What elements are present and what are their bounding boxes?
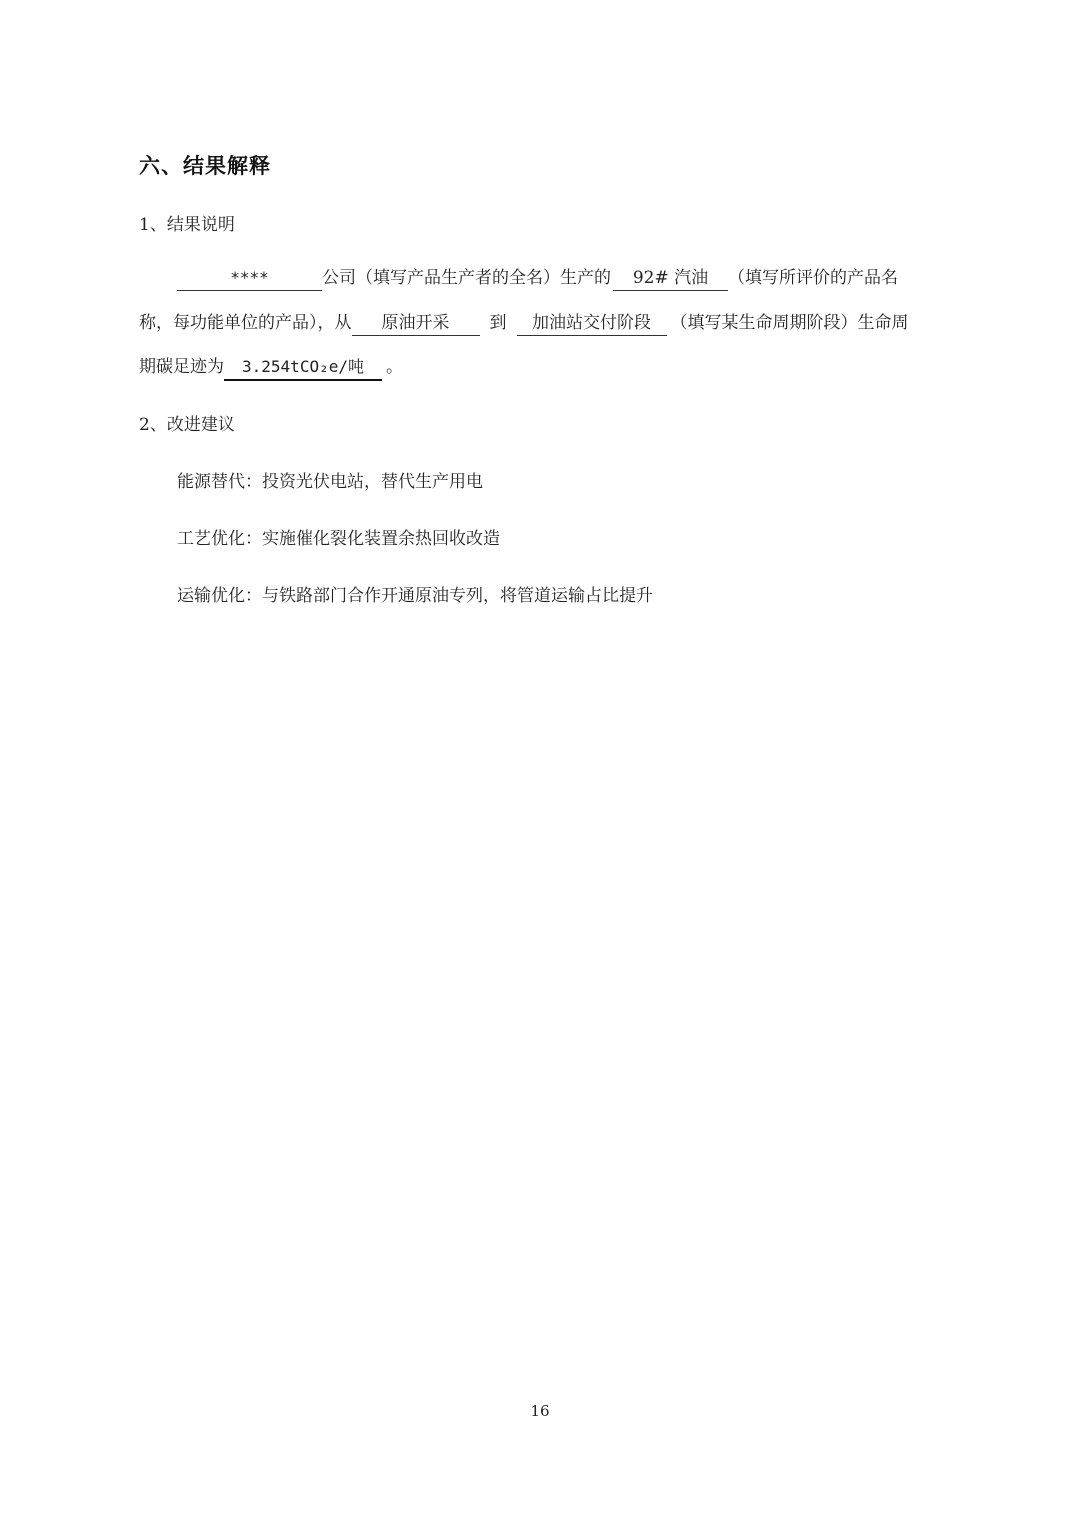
- paragraph-line-1: [177, 264, 898, 292]
- paragraph-line-3: [139, 353, 403, 381]
- company-suffix-text: 公司（填写产品生产者的全名）生产的: [322, 268, 611, 288]
- to-text: 到: [489, 313, 507, 333]
- paragraph-line-2: [139, 309, 909, 337]
- line3-prefix-text: 期碳足迹为: [139, 357, 224, 377]
- line3-suffix-text: 。: [386, 357, 403, 377]
- subsection-title-suggestions: 2、改进建议: [139, 415, 235, 435]
- page-number: 16: [530, 1402, 550, 1420]
- product-suffix-text: （填写所评价的产品名: [728, 268, 898, 288]
- stage-from-blank: 原油开采: [352, 311, 480, 336]
- line2-suffix-text: （填写某生命周期阶段）生命周: [670, 313, 909, 333]
- suggestion-transport: 运输优化：与铁路部门合作开通原油专列，将管道运输占比提升: [177, 586, 653, 606]
- product-name-blank: 92# 汽油: [613, 266, 728, 291]
- carbon-footprint-blank: 3.254tCO₂e/吨: [224, 355, 382, 381]
- stage-to-blank: 加油站交付阶段: [517, 311, 667, 336]
- section-title: 六、结果解释: [139, 153, 271, 178]
- suggestion-energy: 能源替代：投资光伏电站，替代生产用电: [177, 472, 483, 492]
- line2-prefix-text: 称，每功能单位的产品），从: [139, 313, 352, 333]
- company-name-blank: ****: [177, 266, 322, 291]
- suggestion-process: 工艺优化：实施催化裂化装置余热回收改造: [177, 529, 500, 549]
- subsection-title-results: 1、结果说明: [139, 215, 235, 235]
